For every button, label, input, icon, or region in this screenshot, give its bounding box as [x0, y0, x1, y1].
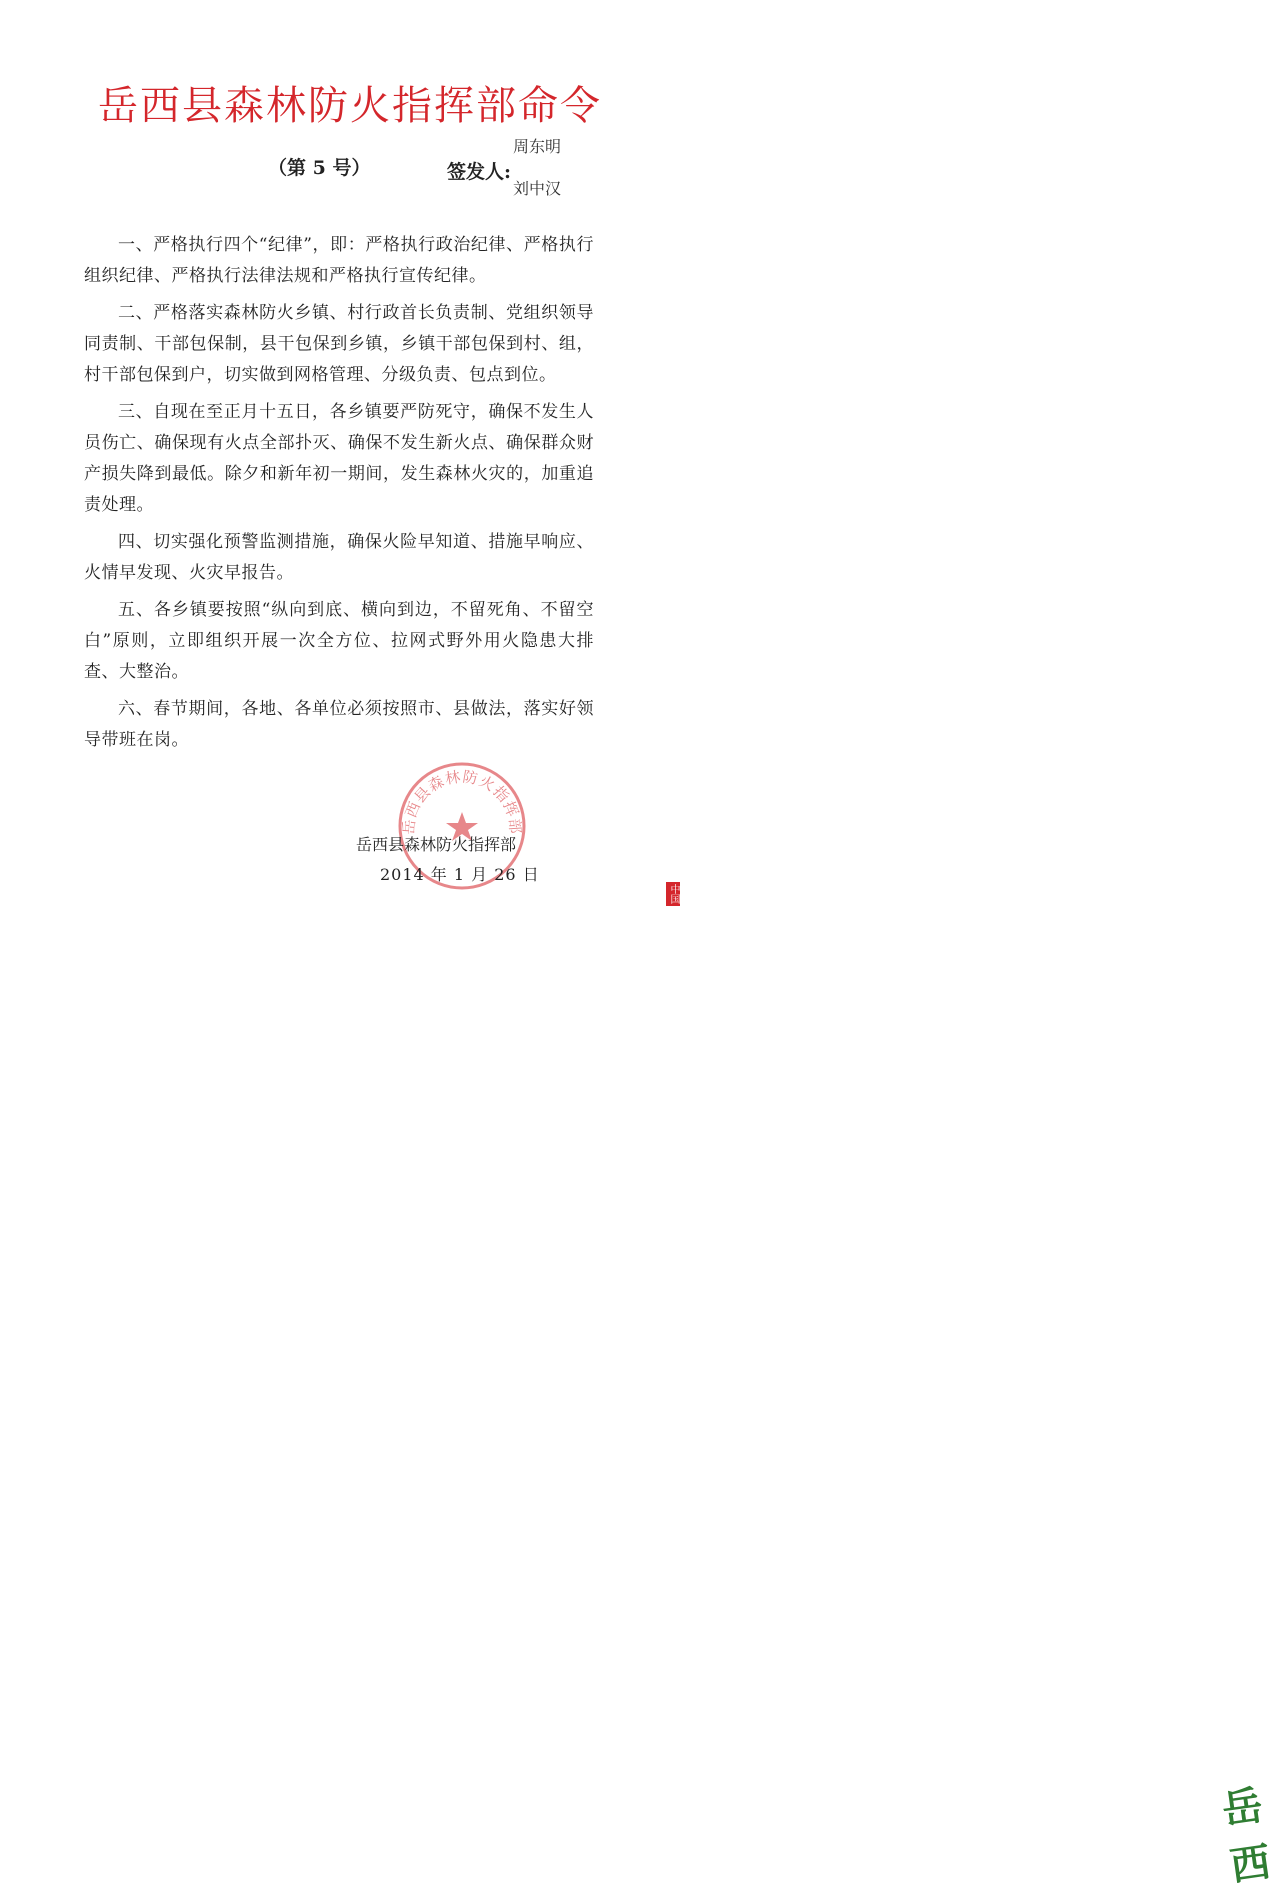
issuer-name: 刘中汉 [513, 179, 562, 198]
issuer-label: 签发人: [447, 161, 512, 183]
paragraph: 二、严格落实森林防火乡镇、村行政首长负责制、党组织领导同责制、干部包保制，县干包保到乡镇，乡镇干部包保到村、组，村干部包保到户，切实做到网格管理、分级负责、包点到位。 [84, 303, 594, 385]
document-number: （第 5 号） [268, 157, 371, 179]
logo-text: 岳西 [1219, 1781, 1274, 1891]
document-title: 岳西县森林防火指挥部命令 [98, 83, 602, 129]
signature-date: 2014 年 1 月 26 日 [380, 865, 540, 884]
logo-badge: 中国 [668, 884, 679, 904]
yuexi-logo [612, 880, 1274, 1891]
signature-organization: 岳西县森林防火指挥部 [356, 835, 517, 854]
paragraph: 六、春节期间，各地、各单位必须按照市、县做法，落实好领导带班在岗。 [84, 699, 594, 750]
paragraph: 四、切实强化预警监测措施，确保火险早知道、措施早响应、火情早发现、火灾早报告。 [84, 532, 594, 583]
paragraph: 三、自现在至正月十五日，各乡镇要严防死守，确保不发生人员伤亡、确保现有火点全部扑灭、确保不发生新火点、确保群众财产损失降到最低。除夕和新年初一期间，发生森林火灾的，加重追责处理。 [84, 402, 594, 515]
seal-text: 岳西县森林防火指挥部 [399, 767, 525, 836]
paragraph: 一、严格执行四个“纪律”，即：严格执行政治纪律、严格执行组织纪律、严格执行法律法规和严格执行宣传纪律。 [84, 235, 594, 286]
paragraph: 五、各乡镇要按照“纵向到底、横向到边，不留死角、不留空白”原则，立即组织开展一次全方位、拉网式野外用火隐患大排查、大整治。 [84, 600, 594, 682]
document-body [84, 230, 594, 762]
issuer-name: 周东明 [513, 137, 562, 156]
